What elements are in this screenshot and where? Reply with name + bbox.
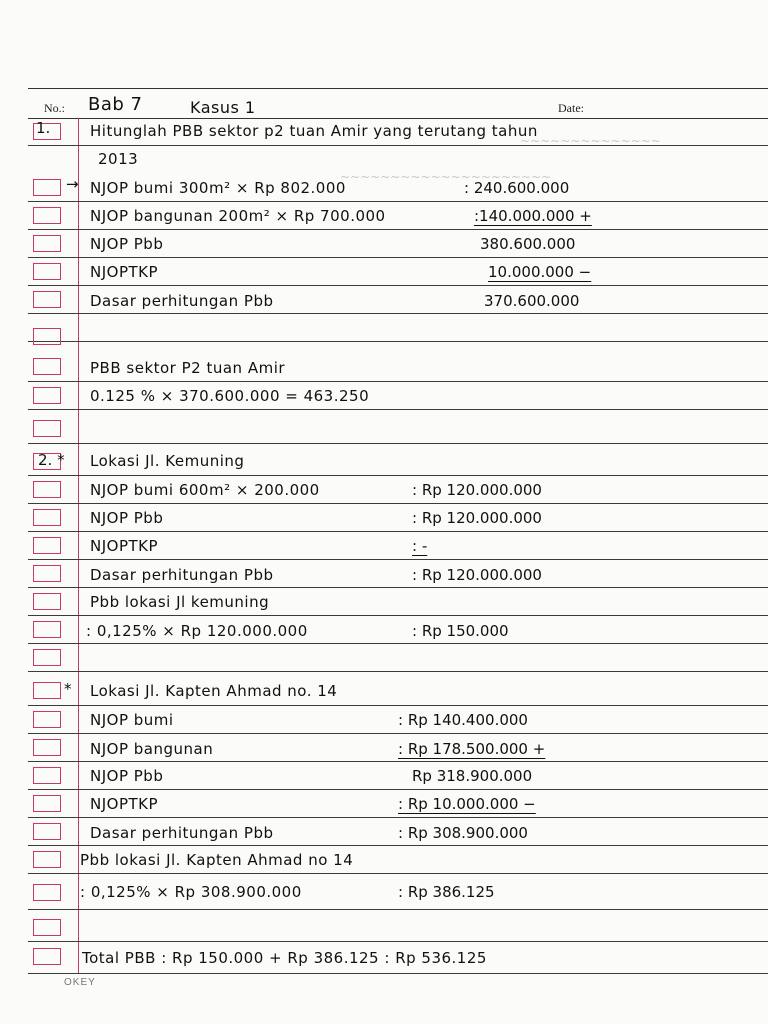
line-text: : 0,125% × Rp 120.000.000 [86, 622, 308, 640]
notebook-line [28, 286, 768, 314]
notebook-line [28, 588, 768, 616]
notebook-line [28, 942, 768, 974]
checkbox [33, 948, 61, 965]
notebook-line [28, 818, 768, 846]
header-top-rule [28, 88, 768, 89]
notebook-line [28, 672, 768, 706]
checkbox [33, 767, 61, 784]
notebook-line [28, 444, 768, 476]
line-text: NJOP bumi [90, 711, 174, 729]
line-text: Dasar perhitungan Pbb [90, 824, 274, 842]
line-value: : Rp 120.000.000 [412, 509, 542, 527]
line-text: Dasar perhitungan Pbb [90, 292, 274, 310]
checkbox [33, 649, 61, 666]
line-text: Lokasi Jl. Kemuning [90, 452, 245, 470]
no-label: No.: [44, 101, 65, 115]
line-text: PBB sektor P2 tuan Amir [90, 359, 286, 377]
line-marker: 2. * [38, 451, 65, 469]
notebook-line [28, 734, 768, 762]
line-text: 0.125 % × 370.600.000 = 463.250 [90, 387, 370, 405]
line-value: : Rp 178.500.000 + [398, 740, 546, 758]
line-value: 380.600.000 [480, 235, 576, 253]
notebook-line [28, 762, 768, 790]
checkbox [33, 795, 61, 812]
checkbox [33, 537, 61, 554]
bleed-through-mark: ~~~~~~~~~~~~~~~~~~~~~ [340, 170, 552, 184]
line-value: : - [412, 537, 428, 555]
line-text: NJOP Pbb [90, 235, 164, 253]
checkbox [33, 420, 61, 437]
checkbox [33, 235, 61, 252]
notebook-line [28, 532, 768, 560]
line-text: Pbb lokasi Jl. Kapten Ahmad no 14 [80, 851, 354, 869]
checkbox [33, 358, 61, 375]
date-label: Date: [558, 101, 584, 115]
notebook-line [28, 790, 768, 818]
line-text: 2013 [98, 150, 139, 168]
line-text: NJOP bumi 300m² × Rp 802.000 [90, 179, 346, 197]
checkbox [33, 207, 61, 224]
notebook-line [28, 258, 768, 286]
checkbox [33, 621, 61, 638]
line-marker: 1. [36, 119, 51, 137]
notebook-line [28, 230, 768, 258]
line-text: Dasar perhitungan Pbb [90, 566, 274, 584]
checkbox [33, 387, 61, 404]
line-text: Lokasi Jl. Kapten Ahmad no. 14 [90, 682, 338, 700]
notebook-line [28, 706, 768, 734]
notebook-line [28, 202, 768, 230]
line-value: : Rp 308.900.000 [398, 824, 528, 842]
checkbox [33, 263, 61, 280]
line-text: Hitunglah PBB sektor p2 tuan Amir yang terutang tahun [90, 122, 538, 140]
line-text: Pbb lokasi Jl kemuning [90, 593, 270, 611]
notebook-line [28, 476, 768, 504]
line-value: : Rp 120.000.000 [412, 566, 542, 584]
notebook-line [28, 616, 768, 644]
checkbox [33, 509, 61, 526]
checkbox [33, 823, 61, 840]
notebook-line [28, 504, 768, 532]
notebook-line [28, 410, 768, 444]
case-label: Kasus 1 [190, 98, 256, 117]
line-value: : Rp 140.400.000 [398, 711, 528, 729]
checkbox [33, 919, 61, 936]
line-text: NJOPTKP [90, 537, 159, 555]
notebook-line [28, 118, 768, 146]
checkbox [33, 593, 61, 610]
notebook-line [28, 382, 768, 410]
line-value: 10.000.000 − [488, 263, 592, 281]
checkbox [33, 851, 61, 868]
line-value: :140.000.000 + [474, 207, 592, 225]
checkbox [33, 682, 61, 699]
checkbox [33, 711, 61, 728]
line-text: NJOPTKP [90, 263, 159, 281]
notebook-line [28, 174, 768, 202]
line-text: NJOPTKP [90, 795, 159, 813]
checkbox [33, 884, 61, 901]
line-value: : Rp 10.000.000 − [398, 795, 536, 813]
line-value: : Rp 150.000 [412, 622, 509, 640]
checkbox [33, 179, 61, 196]
checkbox [33, 739, 61, 756]
line-text: NJOP bangunan 200m² × Rp 700.000 [90, 207, 386, 225]
line-value: : Rp 120.000.000 [412, 481, 542, 499]
line-text: Total PBB : Rp 150.000 + Rp 386.125 : Rp 536.125 [82, 949, 487, 967]
line-value: Rp 318.900.000 [412, 767, 533, 785]
notebook-line [28, 146, 768, 174]
notebook-line [28, 314, 768, 342]
checkbox [33, 565, 61, 582]
checkbox [33, 481, 61, 498]
notebook-line [28, 644, 768, 672]
notebook-line [28, 560, 768, 588]
line-text: NJOP Pbb [90, 767, 164, 785]
checkbox [33, 291, 61, 308]
brand-mark: OKEY [64, 977, 96, 988]
line-text: NJOP bangunan [90, 740, 214, 758]
line-text: NJOP bumi 600m² × 200.000 [90, 481, 320, 499]
line-text: : 0,125% × Rp 308.900.000 [80, 883, 302, 901]
asterisk-icon: * [64, 680, 72, 698]
line-value: : Rp 386.125 [398, 883, 495, 901]
arrow-icon: → [66, 175, 79, 193]
line-text: NJOP Pbb [90, 509, 164, 527]
bleed-through-mark: ~~~~~~~~~~~~~~ [520, 134, 661, 148]
page-title: Bab 7 [88, 94, 143, 115]
notebook-line [28, 874, 768, 910]
notebook-line [28, 910, 768, 942]
line-value: : 240.600.000 [464, 179, 570, 197]
notebook-line [28, 846, 768, 874]
line-value: 370.600.000 [484, 292, 580, 310]
notebook-line [28, 342, 768, 382]
